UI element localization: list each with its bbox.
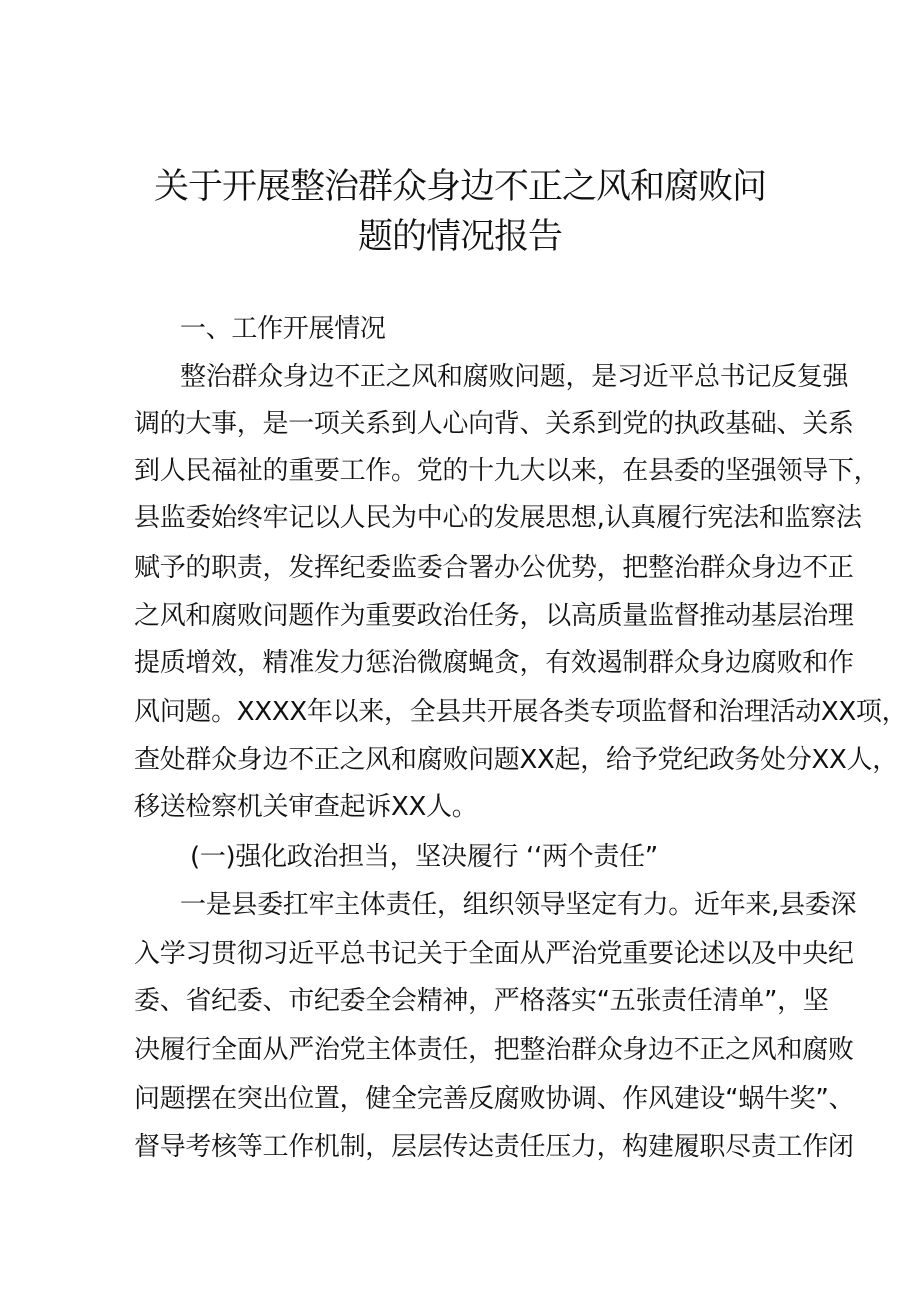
paragraph-line: 一是县委扛牢主体责任，组织领导坚定有力。近年来,县委深 (180, 890, 857, 920)
paragraph-line: 查处群众身边不正之风和腐败问题XX起，给予党纪政务处分XX人， (134, 745, 898, 775)
paragraph-line: 到人民福祉的重要工作。党的十九大以来，在县委的坚强领导下， (134, 456, 880, 486)
document-title-line-1: 关于开展整治群众身边不正之风和腐败问 (153, 167, 766, 207)
paragraph-line: 县监委始终牢记以人民为中心的发展思想,认真履行宪法和监察法 (134, 503, 862, 533)
paragraph-line: 委、省纪委、市纪委全会精神，严格落实“五张责任清单”，坚 (134, 986, 829, 1016)
paragraph-line: 决履行全面从严治党主体责任，把整治群众身边不正之风和腐败 (134, 1035, 854, 1065)
paragraph-line: 赋予的职责，发挥纪委监委合署办公优势，把整治群众身边不正 (134, 553, 854, 583)
section-heading: 一、工作开展情况 (180, 314, 386, 344)
paragraph-line: 移送检察机关审查起诉XX人。 (134, 792, 478, 822)
paragraph-line: 督导考核等工作机制，层层传达责任压力，构建履职尽责工作闭 (134, 1132, 854, 1162)
document-title-line-2: 题的情况报告 (357, 217, 562, 257)
subsection-heading: (一)强化政治担当，坚决履行 ‘‘两个责任” (190, 842, 658, 872)
paragraph-line: 提质增效，精准发力惩治微腐蝇贪，有效遏制群众身边腐败和作 (134, 648, 854, 678)
paragraph-line: 之风和腐败问题作为重要政治任务，以高质量监督推动基层治理 (134, 601, 854, 631)
paragraph-line: 风问题。XXXX年以来，全县共开展各类专项监督和治理活动XX项， (134, 697, 908, 727)
paragraph-line: 问题摆在突出位置，健全完善反腐败协调、作风建设“蜗牛奖”、 (134, 1084, 855, 1114)
paragraph-line: 整治群众身边不正之风和腐败问题，是习近平总书记反复强 (180, 362, 849, 392)
paragraph-line: 调的大事，是一项关系到人心向背、关系到党的执政基础、关系 (134, 409, 854, 439)
paragraph-line: 入学习贯彻习近平总书记关于全面从严治党重要论述以及中央纪 (134, 939, 854, 969)
